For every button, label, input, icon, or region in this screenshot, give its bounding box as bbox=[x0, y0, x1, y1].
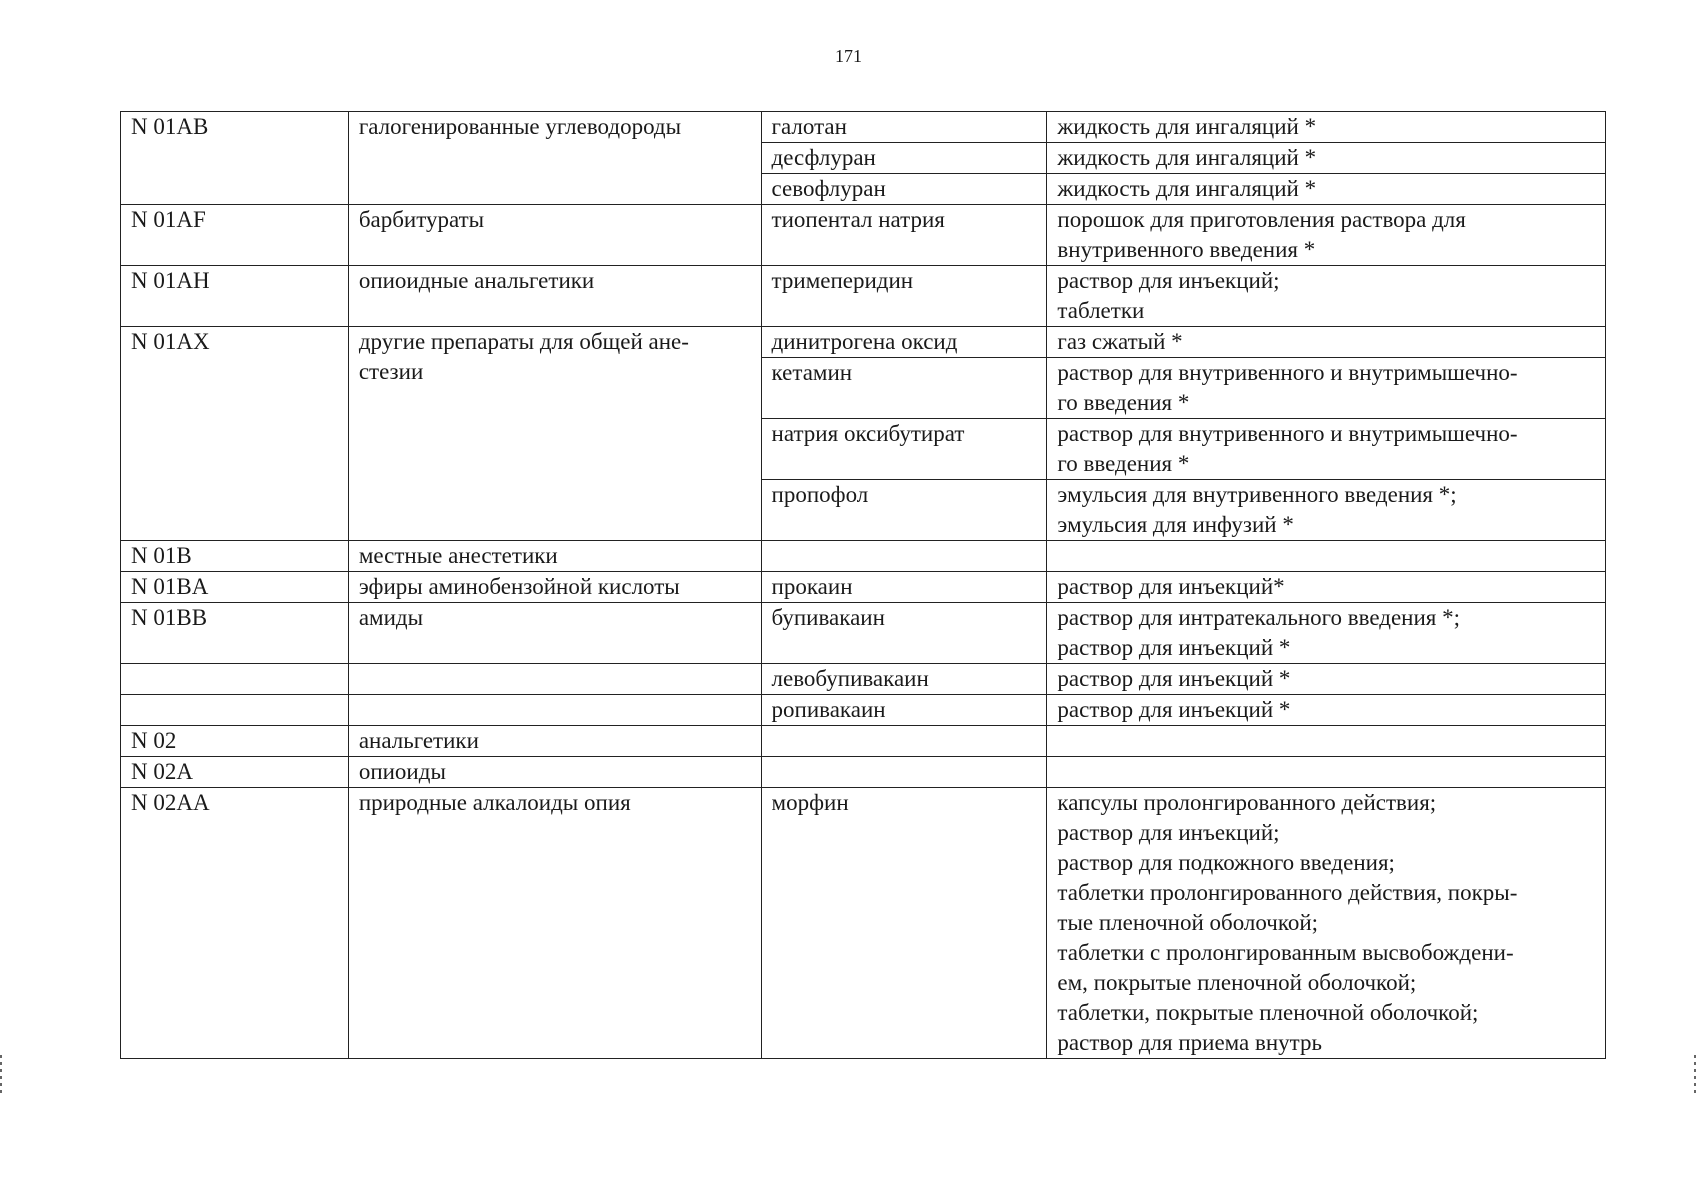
substance-cell: тримеперидин bbox=[761, 266, 1047, 327]
dosage-forms-cell bbox=[1047, 572, 1606, 603]
dosage-form-line: таблетки пролонгированного действия, покры- bbox=[1057, 880, 1518, 905]
substance-cell: прокаин bbox=[761, 572, 1047, 603]
table-row bbox=[121, 695, 1606, 726]
dosage-form-line: порошок для приготовления раствора для bbox=[1057, 207, 1466, 232]
dosage-form-line: эмульсия для внутривенного введения *; bbox=[1057, 482, 1457, 507]
table-row bbox=[121, 266, 1606, 327]
atc-code-cell: N 02AA bbox=[121, 788, 349, 1059]
table-row bbox=[121, 603, 1606, 664]
drug-table bbox=[120, 111, 1606, 1059]
substance-cell bbox=[761, 541, 1047, 572]
table-row bbox=[121, 327, 1606, 358]
atc-code-cell: N 02 bbox=[121, 726, 349, 757]
substance-cell bbox=[761, 726, 1047, 757]
atc-code-cell: N 01AX bbox=[121, 327, 349, 541]
dosage-form-line: таблетки, покрытые пленочной оболочкой; bbox=[1057, 1000, 1479, 1025]
dosage-forms-cell bbox=[1047, 174, 1606, 205]
dosage-forms-cell bbox=[1047, 726, 1606, 757]
atc-code-cell bbox=[121, 664, 349, 695]
page-number: 171 bbox=[835, 46, 862, 66]
dosage-forms-cell bbox=[1047, 695, 1606, 726]
substance-cell: севофлуран bbox=[761, 174, 1047, 205]
atc-code-cell: N 01B bbox=[121, 541, 349, 572]
group-cell: местные анестетики bbox=[348, 541, 761, 572]
group-cell: эфиры аминобензойной кислоты bbox=[348, 572, 761, 603]
dosage-form-line: таблетки bbox=[1057, 298, 1145, 323]
group-cell: анальгетики bbox=[348, 726, 761, 757]
dosage-form-line: раствор для внутривенного и внутримышечно- bbox=[1057, 421, 1518, 446]
substance-cell: морфин bbox=[761, 788, 1047, 1059]
table-body bbox=[121, 112, 1606, 1059]
dosage-form-line: таблетки с пролонгированным высвобождени- bbox=[1057, 940, 1514, 965]
dosage-form-line: эмульсия для инфузий * bbox=[1057, 512, 1294, 537]
atc-code-cell: N 01AB bbox=[121, 112, 349, 205]
table-row bbox=[121, 112, 1606, 143]
dosage-forms-cell bbox=[1047, 603, 1606, 664]
dosage-forms-cell bbox=[1047, 419, 1606, 480]
dosage-form-line: раствор для подкожного введения; bbox=[1057, 850, 1395, 875]
group-cell: опиоидные анальгетики bbox=[348, 266, 761, 327]
atc-code-cell: N 01BB bbox=[121, 603, 349, 664]
substance-cell: галотан bbox=[761, 112, 1047, 143]
group-cell: галогенированные углеводороды bbox=[348, 112, 761, 205]
dosage-form-line: раствор для инъекций * bbox=[1057, 666, 1291, 691]
dosage-form-line: жидкость для ингаляций * bbox=[1057, 114, 1317, 139]
substance-cell: пропофол bbox=[761, 480, 1047, 541]
substance-cell: динитрогена оксид bbox=[761, 327, 1047, 358]
dosage-form-line: жидкость для ингаляций * bbox=[1057, 176, 1317, 201]
table-row bbox=[121, 726, 1606, 757]
dosage-form-line: го введения * bbox=[1057, 390, 1190, 415]
atc-code-cell: N 01BA bbox=[121, 572, 349, 603]
atc-code-cell bbox=[121, 695, 349, 726]
dosage-forms-cell bbox=[1047, 541, 1606, 572]
table-row bbox=[121, 664, 1606, 695]
dosage-forms-cell bbox=[1047, 788, 1606, 1059]
dosage-forms-cell bbox=[1047, 327, 1606, 358]
group-cell: барбитураты bbox=[348, 205, 761, 266]
dosage-form-line: раствор для инъекций; bbox=[1057, 820, 1280, 845]
dosage-form-line: ем, покрытые пленочной оболочкой; bbox=[1057, 970, 1417, 995]
dosage-form-line: раствор для инъекций * bbox=[1057, 697, 1291, 722]
table-row bbox=[121, 757, 1606, 788]
group-cell: опиоиды bbox=[348, 757, 761, 788]
scan-edge-mark-right bbox=[1694, 1055, 1696, 1095]
dosage-form-line: капсулы пролонгированного действия; bbox=[1057, 790, 1437, 815]
dosage-form-line: внутривенного введения * bbox=[1057, 237, 1316, 262]
atc-code-cell: N 01AF bbox=[121, 205, 349, 266]
dosage-form-line: жидкость для ингаляций * bbox=[1057, 145, 1317, 170]
substance-cell: тиопентал натрия bbox=[761, 205, 1047, 266]
table-row bbox=[121, 205, 1606, 266]
dosage-form-line: раствор для интратекального введения *; bbox=[1057, 605, 1461, 630]
dosage-form-line: раствор для инъекций * bbox=[1057, 635, 1291, 660]
substance-cell: натрия оксибутират bbox=[761, 419, 1047, 480]
dosage-forms-cell bbox=[1047, 358, 1606, 419]
table-row bbox=[121, 788, 1606, 1059]
atc-code-cell: N 02A bbox=[121, 757, 349, 788]
substance-cell: бупивакаин bbox=[761, 603, 1047, 664]
group-cell bbox=[348, 664, 761, 695]
dosage-form-line: тые пленочной оболочкой; bbox=[1057, 910, 1319, 935]
dosage-form-line: раствор для внутривенного и внутримышечно- bbox=[1057, 360, 1518, 385]
group-cell: другие препараты для общей ане- стезии bbox=[348, 327, 761, 541]
dosage-form-line: раствор для приема внутрь bbox=[1057, 1030, 1323, 1055]
dosage-forms-cell bbox=[1047, 480, 1606, 541]
substance-cell: десфлуран bbox=[761, 143, 1047, 174]
dosage-forms-cell bbox=[1047, 664, 1606, 695]
dosage-forms-cell bbox=[1047, 112, 1606, 143]
dosage-form-line: раствор для инъекций; bbox=[1057, 268, 1280, 293]
substance-cell: ропивакаин bbox=[761, 695, 1047, 726]
dosage-form-line: раствор для инъекций* bbox=[1057, 574, 1285, 599]
group-cell: амиды bbox=[348, 603, 761, 664]
group-cell bbox=[348, 695, 761, 726]
substance-cell bbox=[761, 757, 1047, 788]
dosage-forms-cell bbox=[1047, 757, 1606, 788]
substance-cell: левобупивакаин bbox=[761, 664, 1047, 695]
atc-code-cell: N 01AH bbox=[121, 266, 349, 327]
group-cell: природные алкалоиды опия bbox=[348, 788, 761, 1059]
dosage-forms-cell bbox=[1047, 205, 1606, 266]
substance-cell: кетамин bbox=[761, 358, 1047, 419]
dosage-forms-cell bbox=[1047, 143, 1606, 174]
table-row bbox=[121, 541, 1606, 572]
dosage-form-line: го введения * bbox=[1057, 451, 1190, 476]
table-row bbox=[121, 572, 1606, 603]
dosage-form-line: газ сжатый * bbox=[1057, 329, 1183, 354]
dosage-forms-cell bbox=[1047, 266, 1606, 327]
scan-edge-mark-left bbox=[0, 1055, 2, 1095]
